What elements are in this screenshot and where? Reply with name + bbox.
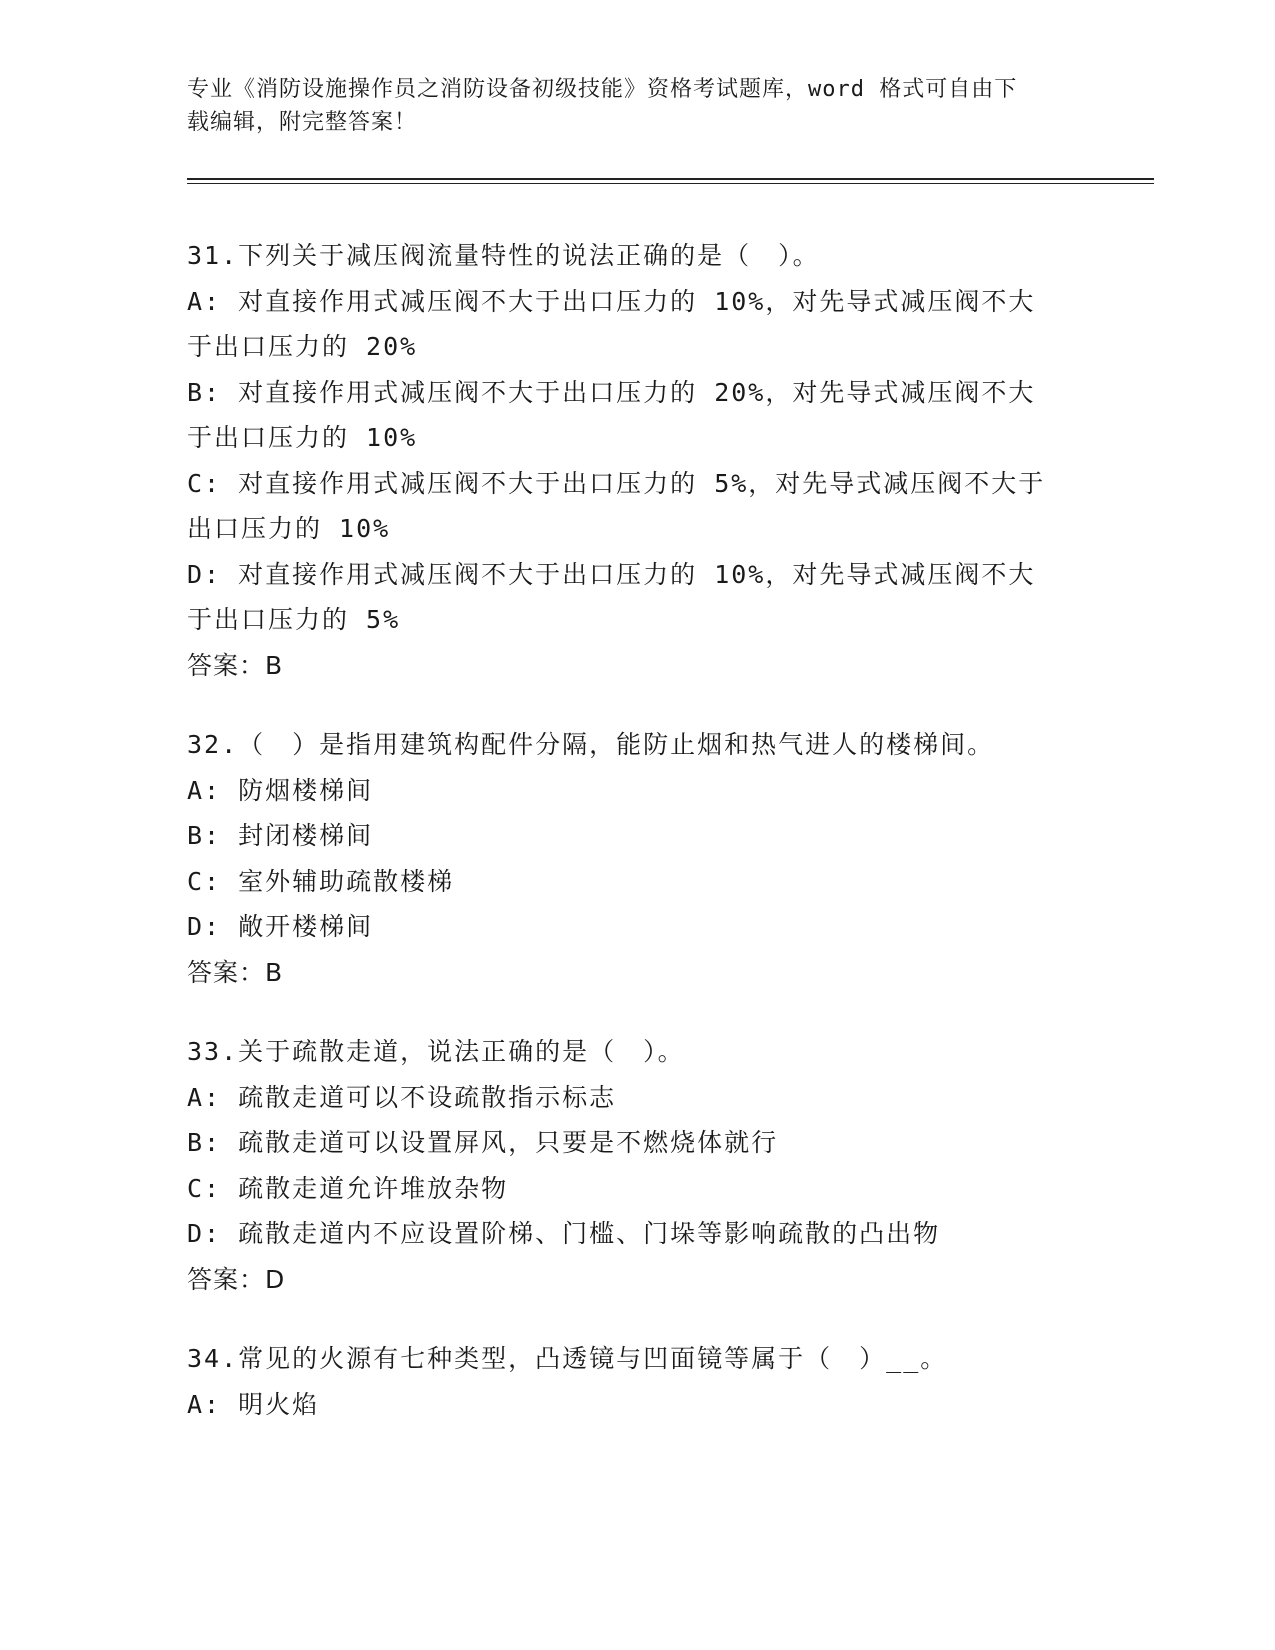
answer-line: 答案：B <box>187 650 284 680</box>
option-line: 于出口压力的 10% <box>187 423 418 452</box>
option-line: A: 疏散走道可以不设疏散指示标志 <box>187 1082 617 1112</box>
option-line: C: 疏散走道允许堆放杂物 <box>187 1173 509 1203</box>
question-31 <box>187 233 1087 688</box>
question-34 <box>187 1336 1087 1427</box>
answer-line: 答案：D <box>187 1264 286 1294</box>
question-32 <box>187 722 1087 995</box>
question-stem: 33.关于疏散走道，说法正确的是（ ）。 <box>187 1037 685 1066</box>
option-line: C: 对直接作用式减压阀不大于出口压力的 5%，对先导式减压阀不大于 <box>187 468 1046 498</box>
option-line: C: 室外辅助疏散楼梯 <box>187 866 455 896</box>
question-list <box>187 233 1087 1461</box>
header-divider-thin <box>187 183 1154 184</box>
option-line: D: 敞开楼梯间 <box>187 912 374 941</box>
question-33 <box>187 1029 1087 1302</box>
option-line: B: 封闭楼梯间 <box>187 821 374 850</box>
header-divider-thick <box>187 178 1154 180</box>
question-stem: 31.下列关于减压阀流量特性的说法正确的是（ ）。 <box>187 241 820 270</box>
header-line-2: 载编辑，附完整答案！ <box>187 110 418 135</box>
option-line: 于出口压力的 5% <box>187 605 401 634</box>
option-line: 于出口压力的 20% <box>187 332 418 361</box>
header-line-1: 专业《消防设施操作员之消防设备初级技能》资格考试题库，word 格式可自由下 <box>187 77 1018 102</box>
option-line: A: 明火焰 <box>187 1389 320 1419</box>
option-line: B: 疏散走道可以设置屏风，只要是不燃烧体就行 <box>187 1128 779 1157</box>
option-line: 出口压力的 10% <box>187 514 391 543</box>
question-stem: 32.（ ）是指用建筑构配件分隔，能防止烟和热气进人的楼梯间。 <box>187 730 995 759</box>
option-line: D: 对直接作用式减压阀不大于出口压力的 10%，对先导式减压阀不大 <box>187 559 1036 589</box>
option-line: B: 对直接作用式减压阀不大于出口压力的 20%，对先导式减压阀不大 <box>187 377 1036 407</box>
question-stem: 34.常见的火源有七种类型，凸透镜与凹面镜等属于（ ）__。 <box>187 1344 948 1373</box>
answer-line: 答案：B <box>187 957 284 987</box>
document-header <box>187 73 1067 139</box>
option-line: A: 对直接作用式减压阀不大于出口压力的 10%，对先导式减压阀不大 <box>187 286 1036 316</box>
option-line: A: 防烟楼梯间 <box>187 775 374 805</box>
option-line: D: 疏散走道内不应设置阶梯、门槛、门垛等影响疏散的凸出物 <box>187 1219 941 1248</box>
